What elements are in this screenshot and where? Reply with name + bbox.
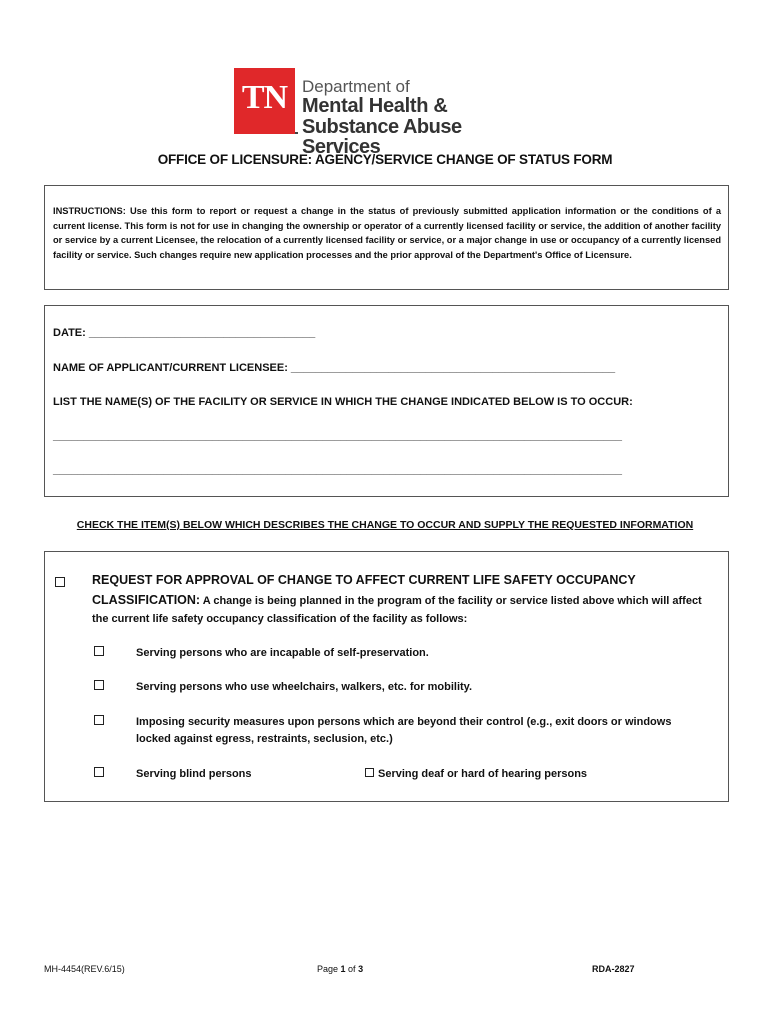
logo-line-1: Department of — [302, 77, 410, 96]
instructions-box — [44, 185, 729, 290]
blind-persons-checkbox[interactable] — [94, 767, 104, 777]
facility-name-line-2[interactable]: _____________________________________________________________________________________________ — [53, 464, 622, 476]
logo-rule — [295, 132, 298, 134]
logo-line-2: Mental Health & — [302, 95, 448, 117]
self-preservation-label: Serving persons who are incapable of self-preservation. — [136, 647, 429, 659]
applicant-info-box — [44, 305, 729, 497]
page-current: 1 — [340, 964, 346, 974]
request-description — [92, 592, 712, 628]
facility-name-line-1[interactable]: _____________________________________________________________________________________________ — [53, 430, 622, 442]
form-title: OFFICE OF LICENSURE: AGENCY/SERVICE CHANGE OF STATUS FORM — [157, 152, 613, 167]
request-lead: CLASSIFICATION: — [92, 593, 201, 607]
logo-line-3: Substance Abuse Services — [302, 116, 462, 158]
request-title: REQUEST FOR APPROVAL OF CHANGE TO AFFECT CURRENT LIFE SAFETY OCCUPANCY — [92, 573, 636, 587]
page-total: 3 — [358, 964, 364, 974]
page-prefix: Page — [317, 964, 341, 974]
wheelchair-checkbox[interactable] — [94, 680, 104, 690]
page-of: of — [345, 964, 359, 974]
life-safety-request-box — [44, 551, 729, 802]
security-measures-checkbox[interactable] — [94, 715, 104, 725]
date-field[interactable]: DATE: _____________________________________ — [53, 327, 316, 339]
deaf-persons-label: Serving deaf or hard of hearing persons — [378, 768, 588, 780]
applicant-name-field[interactable]: NAME OF APPLICANT/CURRENT LICENSEE: _____________________________________________________ — [53, 362, 616, 374]
security-measures-label: Imposing security measures upon persons which are beyond their control (e.g., exit doors or windows locked against egress, restraints, seclusion, etc.) — [136, 716, 672, 745]
check-items-heading: CHECK THE ITEM(S) BELOW WHICH DESCRIBES THE CHANGE TO OCCUR AND SUPPLY THE REQUESTED INFORMATION — [76, 519, 694, 531]
self-preservation-checkbox[interactable] — [94, 646, 104, 656]
wheelchair-label: Serving persons who use wheelchairs, walkers, etc. for mobility. — [136, 681, 473, 693]
form-code: RDA-2827 — [592, 964, 635, 974]
deaf-persons-checkbox[interactable] — [365, 768, 374, 777]
blind-persons-label: Serving blind persons — [136, 768, 252, 780]
facility-list-label: LIST THE NAME(S) OF THE FACILITY OR SERVICE IN WHICH THE CHANGE INDICATED BELOW IS TO OCCUR: — [53, 396, 633, 408]
page-number — [317, 964, 363, 974]
request-approval-checkbox[interactable] — [55, 577, 65, 587]
request-desc-text: A change is being planned in the program of the facility or service listed above which will affect the current life safety occupancy classification of the facility as follows: — [92, 595, 702, 625]
logo-mark: TN — [241, 79, 288, 116]
instructions-text: INSTRUCTIONS: Use this form to report or request a change in the status of previously submitted application information or the conditions of a current license. This form is not for use in changing the ownership or operator of a currently licensed facility or service, the addition of another facility or service by a current Licensee, the relocation of a currently licensed facility or service, or a major change in use or occupancy of a currently licensed facility or service. Such changes require new application processes and the prior approval of the Department's Office of Licensure. — [53, 206, 721, 260]
form-id: MH-4454(REV.6/15) — [44, 964, 125, 974]
department-logo — [234, 68, 534, 158]
